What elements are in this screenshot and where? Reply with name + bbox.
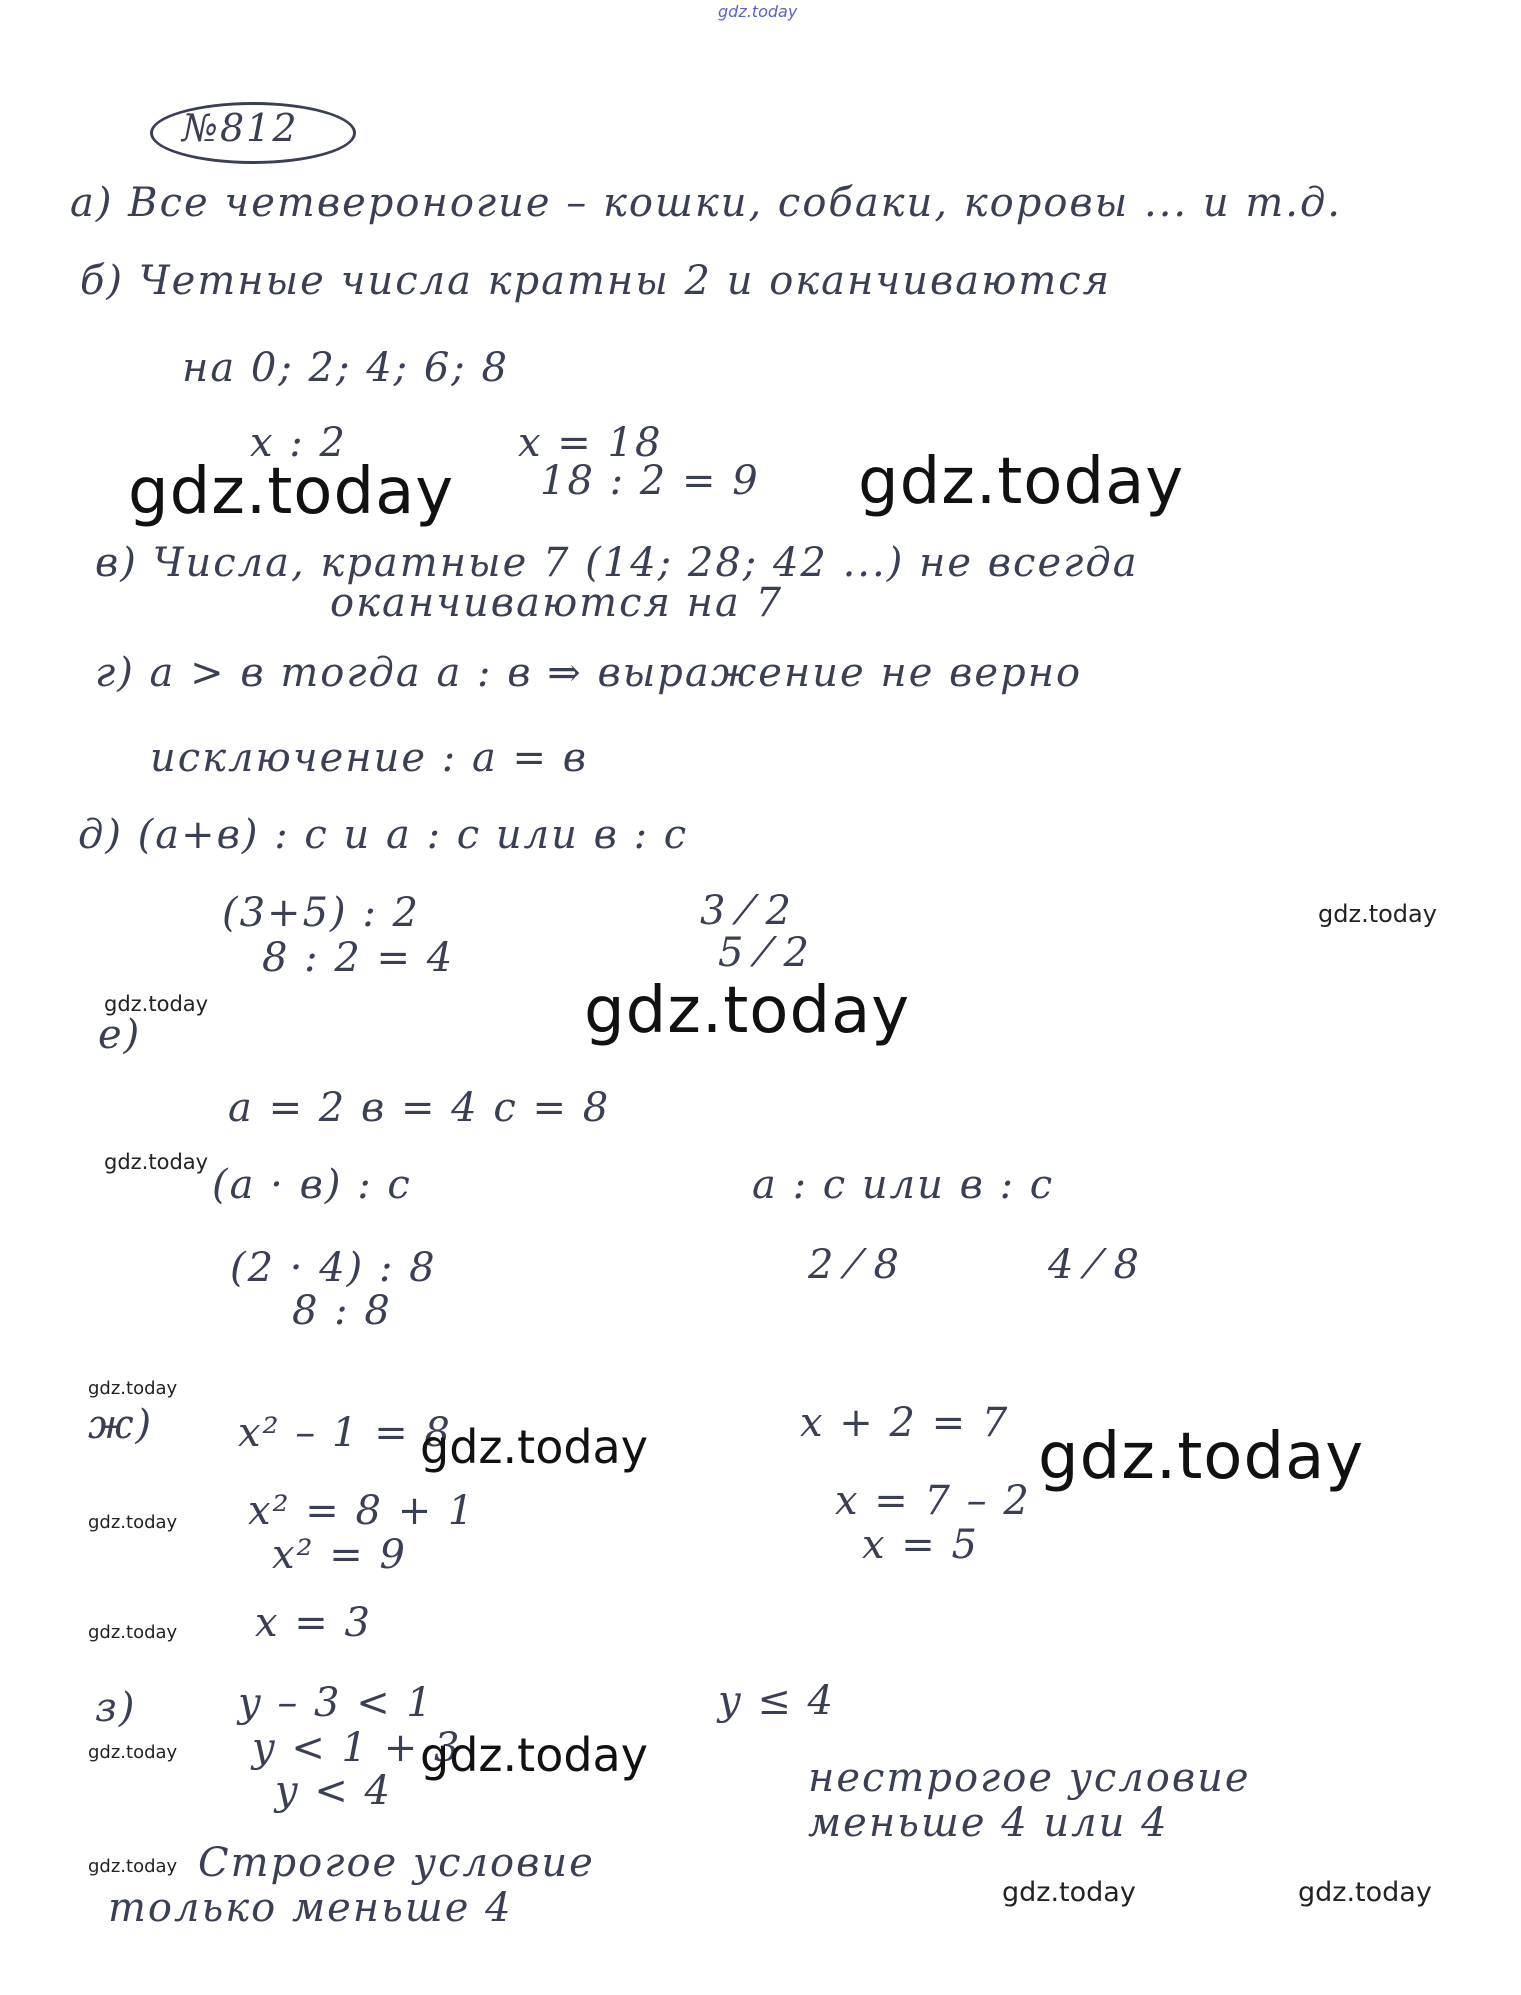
line-e5: (2 · 4) : 8 [230,1245,437,1291]
watermark: gdz.today [1038,1420,1365,1494]
line-e4: a : c или в : c [752,1162,1055,1208]
line-d1: д) (a+в) : c и a : c или в : c [78,812,689,858]
line-e6: 8 : 8 [292,1288,392,1334]
line-z6: нестрогое условие [808,1755,1251,1801]
line-z3: y < 1 + 3 [252,1725,462,1771]
line-z5: y ≤ 4 [718,1678,835,1724]
watermark: gdz.today [1298,1877,1432,1908]
line-e2: a = 2 в = 4 c = 8 [228,1085,611,1131]
line-d2: (3+5) : 2 [222,890,420,936]
line-zh6: x + 2 = 7 [800,1400,1010,1446]
line-e1: е) [98,1012,142,1058]
line-v2: оканчиваются на 7 [330,580,784,626]
line-b4: x = 18 [518,420,663,466]
watermark: gdz.today [88,1622,178,1643]
watermark: gdz.today [858,445,1185,519]
line-z2: y – 3 < 1 [238,1680,434,1726]
watermark: gdz.today [1002,1877,1136,1908]
line-zh8: x = 5 [862,1522,979,1568]
line-d3: 8 : 2 = 4 [262,935,455,981]
line-zh7: x = 7 – 2 [835,1478,1031,1524]
watermark: gdz.today [584,974,911,1048]
line-zh2: x² – 1 = 8 [238,1410,452,1456]
line-b2: на 0; 2; 4; 6; 8 [182,345,509,391]
line-e8: 4 ⁄ 8 [1048,1242,1142,1288]
problem-number: №812 [182,106,299,150]
watermark: gdz.today [88,1512,178,1533]
line-g2: исключение : a = в [150,735,589,781]
line-zh5: x = 3 [255,1600,372,1646]
watermark: gdz.today [420,1728,648,1782]
line-d5: 5 ⁄ 2 [718,930,812,976]
line-e7: 2 ⁄ 8 [808,1242,902,1288]
watermark: gdz.today [1318,900,1437,928]
line-z8: Строгое условие [198,1840,595,1886]
watermark: gdz.today [104,1150,209,1174]
watermark: gdz.today [104,992,209,1016]
line-z1: з) [95,1685,137,1731]
line-b5: 18 : 2 = 9 [540,458,760,504]
line-a: а) Все четвероногие – кошки, собаки, коровы ... и т.д. [70,180,1343,226]
watermark: gdz.today [88,1856,178,1877]
line-zh3: x² = 8 + 1 [248,1488,476,1534]
line-z9: только меньше 4 [108,1885,513,1931]
line-d4: 3 ⁄ 2 [700,888,794,934]
line-b1: б) Четные числа кратны 2 и оканчиваются [80,258,1112,304]
watermark: gdz.today [128,455,455,529]
line-zh1: ж) [88,1402,154,1448]
line-g1: г) a > в тогда a : в ⇒ выражение не верно [95,650,1083,696]
watermark: gdz.today [420,1420,648,1474]
line-z7: меньше 4 или 4 [808,1800,1169,1846]
line-b3: x : 2 [250,420,347,466]
watermark-top: gdz.today [718,2,798,21]
line-zh4: x² = 9 [272,1532,407,1578]
watermark: gdz.today [88,1378,178,1399]
line-z4: y < 4 [275,1768,392,1814]
line-v1: в) Числа, кратные 7 (14; 28; 42 ...) не всегда [95,540,1139,586]
line-e3: (a · в) : c [212,1162,412,1208]
watermark: gdz.today [88,1742,178,1763]
